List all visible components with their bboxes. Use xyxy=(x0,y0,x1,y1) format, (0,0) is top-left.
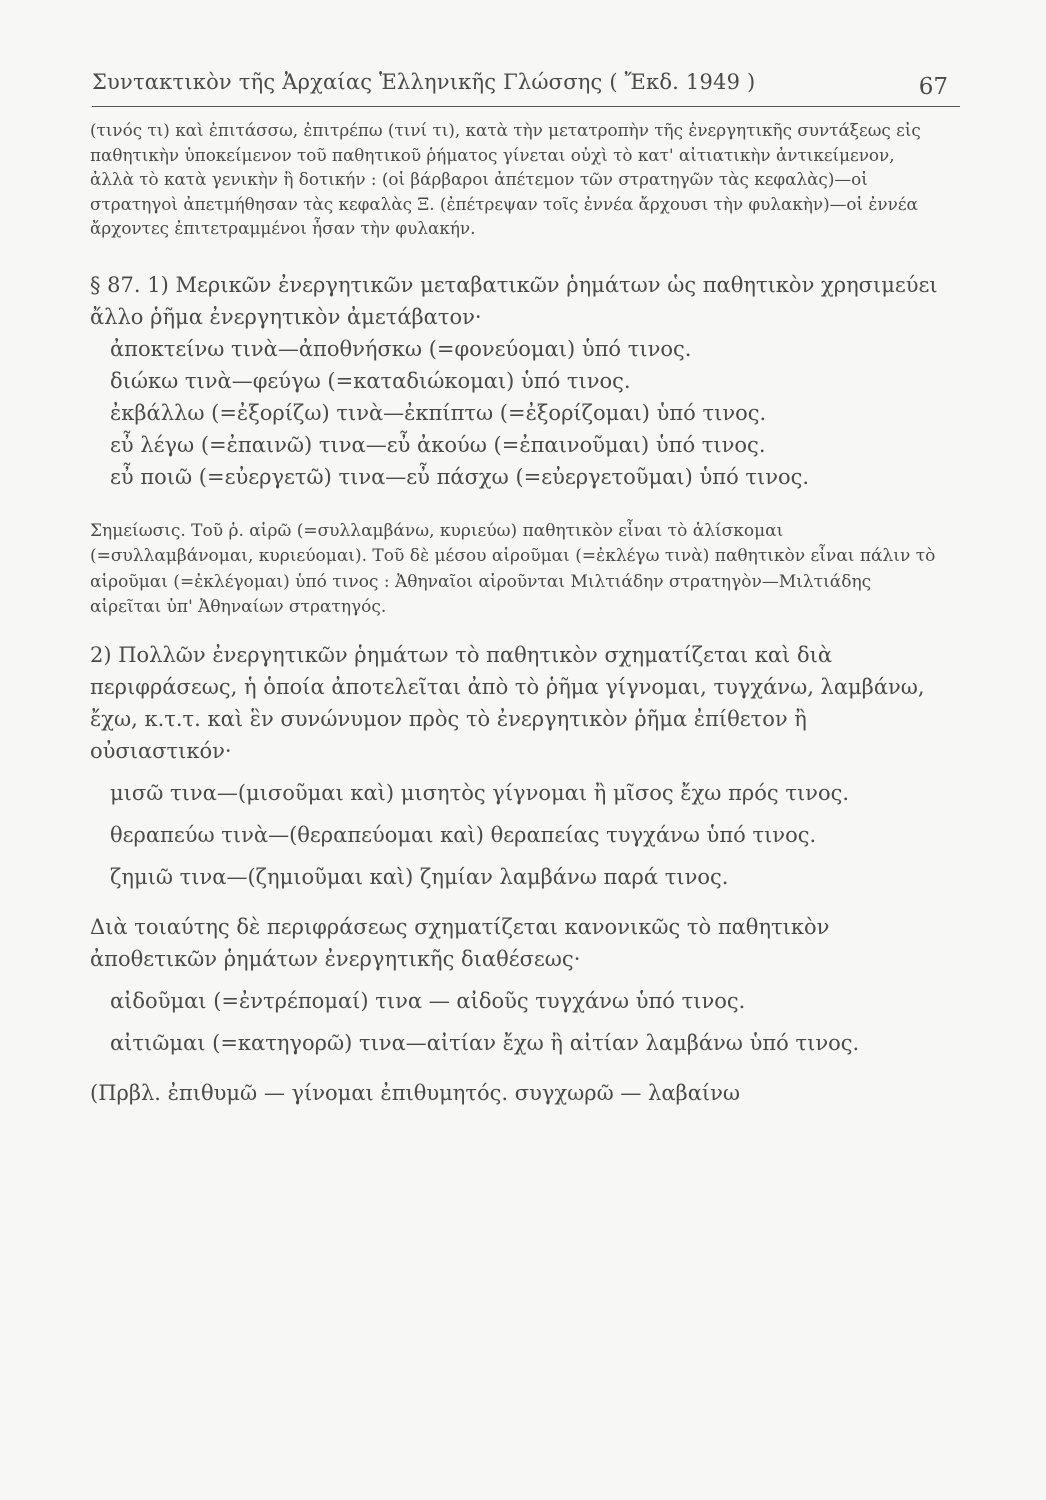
example-line: διώκω τινὰ—φεύγω (=καταδιώκομαι) ὑπό τινος. xyxy=(110,368,631,393)
paragraph-2: 2) Πολλῶν ἐνεργητικῶν ῥημάτων τὸ παθητικὸν σχηματίζεται καὶ διὰ περιφράσεως, ἡ ὁποία ἀποτελεῖται ἀπὸ τὸ ῥῆμα γίγνομαι, τυγχάνω, λαμβάνω, ἔχω, κ.τ.τ. καὶ ἓν συνώνυμον πρὸς τὸ ἐνεργητικὸν ῥῆμα ἐπίθετον ἢ οὐσιαστικόν· xyxy=(90,642,925,763)
example-line: μισῶ τινα—(μισοῦμαι καὶ) μισητὸς γίγνομαι ἢ μῖσος ἔχω πρός τινος. xyxy=(110,780,850,805)
paragraph-3: Διὰ τοιαύτης δὲ περιφράσεως σχηματίζεται κανονικῶς τὸ παθητικὸν ἀποθετικῶν ῥημάτων ἐνεργητικῆς διαθέσεως· xyxy=(90,914,830,971)
example-line: εὖ ποιῶ (=εὐεργετῶ) τινα—εὖ πάσχω (=εὐεργετοῦμαι) ὑπό τινος. xyxy=(110,464,810,489)
example-line: ἀποκτείνω τινὰ—ἀποθνήσκω (=φονεύομαι) ὑπό τινος. xyxy=(110,336,692,361)
example-line: ζημιῶ τινα—(ζημιοῦμαι καὶ) ζημίαν λαμβάνω παρά τινος. xyxy=(110,864,729,889)
last-line: (Πρβλ. ἐπιθυμῶ — γίνομαι ἐπιθυμητός. συγχωρῶ — λαβαίνω xyxy=(90,1080,740,1105)
example-line: αἰτιῶμαι (=κατηγορῶ) τινα—αἰτίαν ἔχω ἢ αἰτίαν λαμβάνω ὑπό τινος. xyxy=(110,1030,860,1055)
page-body xyxy=(90,118,938,1109)
example-line: εὖ λέγω (=ἐπαινῶ) τινα—εὖ ἀκούω (=ἐπαινοῦμαι) ὑπό τινος. xyxy=(110,432,766,457)
section-87-intro: § 87. 1) Μερικῶν ἐνεργητικῶν μεταβατικῶν ῥημάτων ὡς παθητικὸν χρησιμεύει ἄλλο ῥῆμα ἐνεργητικὸν ἀμετάβατον· xyxy=(90,272,938,329)
page-number: 67 xyxy=(918,74,948,100)
remark-note: Σημείωσις. Τοῦ ῥ. αἱρῶ (=συλλαμβάνω, κυριεύω) παθητικὸν εἶναι τὸ ἁλίσκομαι (=συλλαμβάνομαι, κυριεύομαι). Τοῦ δὲ μέσου αἱροῦμαι (=ἐκλέγω τινὰ) παθητικὸν εἶναι πάλιν τὸ αἱροῦμαι (=ἐκλέγομαι) ὑπό τινος : Ἀθηναῖοι αἱροῦνται Μιλτιάδην στρατηγὸν—Μιλτιάδης αἱρεῖται ὑπ' Ἀθηναίων στρατηγός. xyxy=(90,520,936,617)
example-line: αἰδοῦμαι (=ἐντρέπομαί) τινα — αἰδοῦς τυγχάνω ὑπό τινος. xyxy=(110,988,746,1013)
example-line: θεραπεύω τινὰ—(θεραπεύομαι καὶ) θεραπείας τυγχάνω ὑπό τινος. xyxy=(110,822,817,847)
running-title: Συντακτικὸν τῆς Ἀρχαίας Ἑλληνικῆς Γλώσσης ( Ἔκδ. 1949 ) xyxy=(92,70,756,94)
example-line: ἐκβάλλω (=ἐξορίζω) τινὰ—ἐκπίπτω (=ἐξορίζομαι) ὑπό τινος. xyxy=(110,400,767,425)
running-header xyxy=(92,62,960,107)
top-note: (τινός τι) καὶ ἐπιτάσσω, ἐπιτρέπω (τινί τι), κατὰ τὴν μετατροπὴν τῆς ἐνεργητικῆς συντάξεως εἰς παθητικὴν ὑποκείμενον τοῦ παθητικοῦ ῥήματος γίνεται οὐχὶ τὸ κατ' αἰτιατικὴν ἀντικείμενον, ἀλλὰ τὸ κατὰ γενικὴν ἢ δοτικήν : (οἱ βάρβαροι ἀπέτεμον τῶν στρατηγῶν τὰς κεφαλὰς)—οἱ στρατηγοὶ ἀπετμήθησαν τὰς κεφαλὰς Ξ. (ἐπέτρεψαν τοῖς ἐννέα ἄρχουσι τὴν φυλακὴν)—οἱ ἐννέα ἄρχοντες ἐπιτετραμμένοι ἦσαν τὴν φυλακήν. xyxy=(90,120,921,238)
